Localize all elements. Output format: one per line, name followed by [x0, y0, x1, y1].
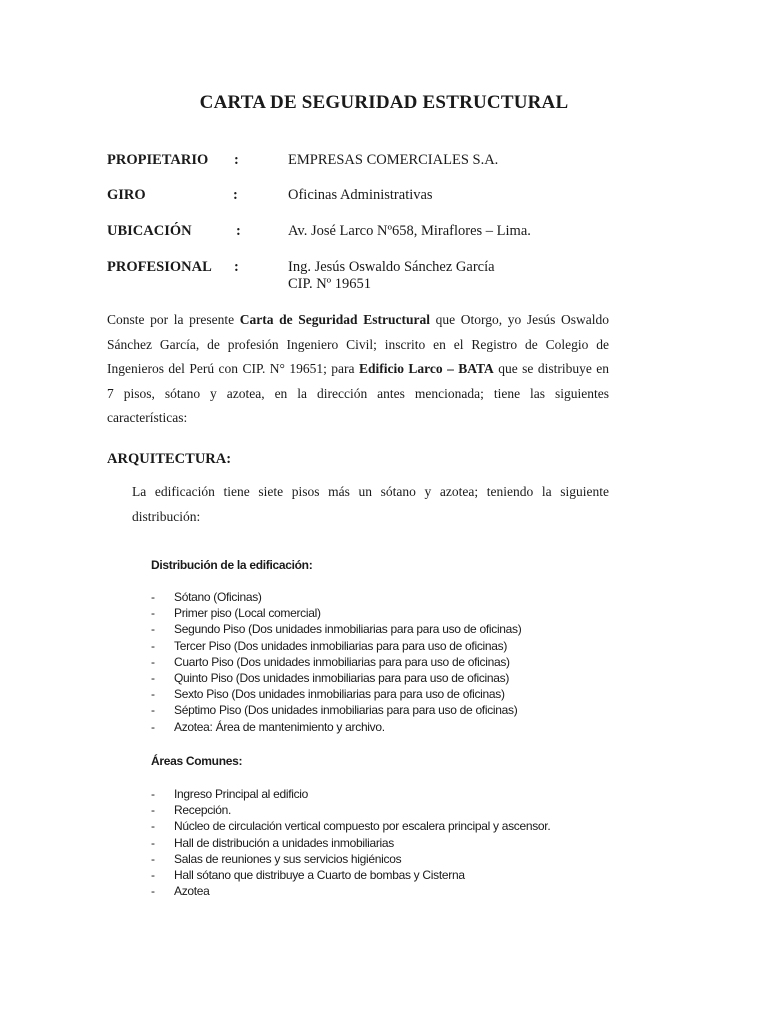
bullet-dash: -: [151, 835, 155, 850]
list-item-text: Salas de reuniones y sus servicios higiénicos: [174, 851, 402, 866]
list-item-text: Quinto Piso (Dos unidades inmobiliarias para para uso de oficinas): [174, 670, 510, 685]
list-item-text: Tercer Piso (Dos unidades inmobiliarias para para uso de oficinas): [174, 638, 508, 653]
list-item-text: Hall sótano que distribuye a Cuarto de bombas y Cisterna: [174, 867, 465, 882]
paragraph-line: 7 pisos, sótano y azotea, en la dirección antes mencionada; tiene las siguientes: [107, 385, 609, 401]
bullet-dash: -: [151, 803, 155, 818]
intro-line: La edificación tiene siete pisos más un sótano y azotea; teniendo la siguiente: [132, 484, 609, 499]
field-label: PROFESIONAL: [107, 259, 212, 275]
paragraph-line: Sánchez García, de profesión Ingeniero Civil; inscrito en el Registro de Colegio de: [107, 336, 609, 352]
list-item-text: Núcleo de circulación vertical compuesto por escalera principal y ascensor.: [174, 819, 551, 834]
list-item-text: Azotea: [174, 884, 210, 899]
list-item-text: Sexto Piso (Dos unidades inmobiliarias para para uso de oficinas): [174, 687, 505, 702]
bullet-dash: -: [151, 687, 155, 702]
field-value: Ing. Jesús Oswaldo Sánchez García: [288, 259, 495, 275]
list-item-text: Azotea: Área de mantenimiento y archivo.: [174, 719, 385, 734]
document-title: CARTA DE SEGURIDAD ESTRUCTURAL: [199, 92, 569, 113]
list-item-text: Séptimo Piso (Dos unidades inmobiliarias para para uso de oficinas): [174, 703, 518, 718]
bullet-dash: -: [151, 867, 155, 882]
field-value: Av. José Larco Nº658, Miraflores – Lima.: [288, 223, 531, 239]
paragraph-text: que se distribuye en: [493, 361, 609, 376]
list-item-text: Segundo Piso (Dos unidades inmobiliarias para para uso de oficinas): [174, 622, 522, 637]
bullet-dash: -: [151, 819, 155, 834]
bullet-dash: -: [151, 719, 155, 734]
bullet-dash: -: [151, 590, 155, 604]
field-value: EMPRESAS COMERCIALES S.A.: [288, 152, 499, 168]
paragraph-text: Conste por la presente: [107, 312, 240, 327]
bullet-dash: -: [151, 884, 155, 899]
bullet-dash: -: [151, 670, 155, 685]
field-propietario: [107, 152, 667, 172]
bullet-dash: -: [151, 703, 155, 718]
field-value: Oficinas Administrativas: [288, 187, 433, 203]
intro-paragraph: [132, 480, 609, 529]
intro-line: distribución:: [132, 508, 201, 524]
common-areas-heading: Áreas Comunes:: [151, 754, 243, 768]
list-item-text: Recepción.: [174, 803, 232, 818]
field-colon: :: [234, 152, 239, 168]
field-label: GIRO: [107, 187, 146, 203]
field-label: UBICACIÓN: [107, 223, 192, 239]
field-giro: [107, 187, 667, 207]
field-ubicacion: [107, 223, 667, 243]
list-item-text: Ingreso Principal al edificio: [174, 787, 309, 801]
bullet-dash: -: [151, 654, 155, 669]
paragraph-text: que Otorgo, yo Jesús Oswaldo: [429, 312, 610, 327]
body-paragraph: [107, 308, 609, 431]
bullet-dash: -: [151, 622, 155, 637]
distribution-heading: Distribución de la edificación:: [151, 558, 313, 572]
paragraph-line: [107, 357, 609, 382]
list-item-text: Primer piso (Local comercial): [174, 606, 321, 621]
field-colon: :: [236, 223, 241, 239]
field-label: PROPIETARIO: [107, 152, 209, 168]
bullet-dash: -: [151, 606, 155, 621]
section-heading: ARQUITECTURA:: [107, 451, 232, 467]
field-profesional: [107, 259, 667, 299]
list-item-text: Hall de distribución a unidades inmobiliarias: [174, 835, 394, 850]
paragraph-line: características:: [107, 410, 188, 425]
bullet-dash: -: [151, 851, 155, 866]
list-item-text: Cuarto Piso (Dos unidades inmobiliarias para para uso de oficinas): [174, 654, 510, 669]
bullet-dash: -: [151, 787, 155, 801]
field-colon: :: [233, 187, 238, 203]
field-colon: :: [234, 259, 239, 275]
paragraph-bold-text: Carta de Seguridad Estructural: [239, 312, 430, 327]
bullet-dash: -: [151, 638, 155, 653]
paragraph-line: [107, 308, 609, 333]
paragraph-text: Ingenieros del Perú con CIP. N° 19651; para: [107, 361, 359, 376]
field-value-cip: CIP. Nº 19651: [288, 276, 372, 292]
paragraph-bold-text: Edificio Larco – BATA: [358, 361, 494, 376]
list-item-text: Sótano (Oficinas): [174, 590, 262, 604]
